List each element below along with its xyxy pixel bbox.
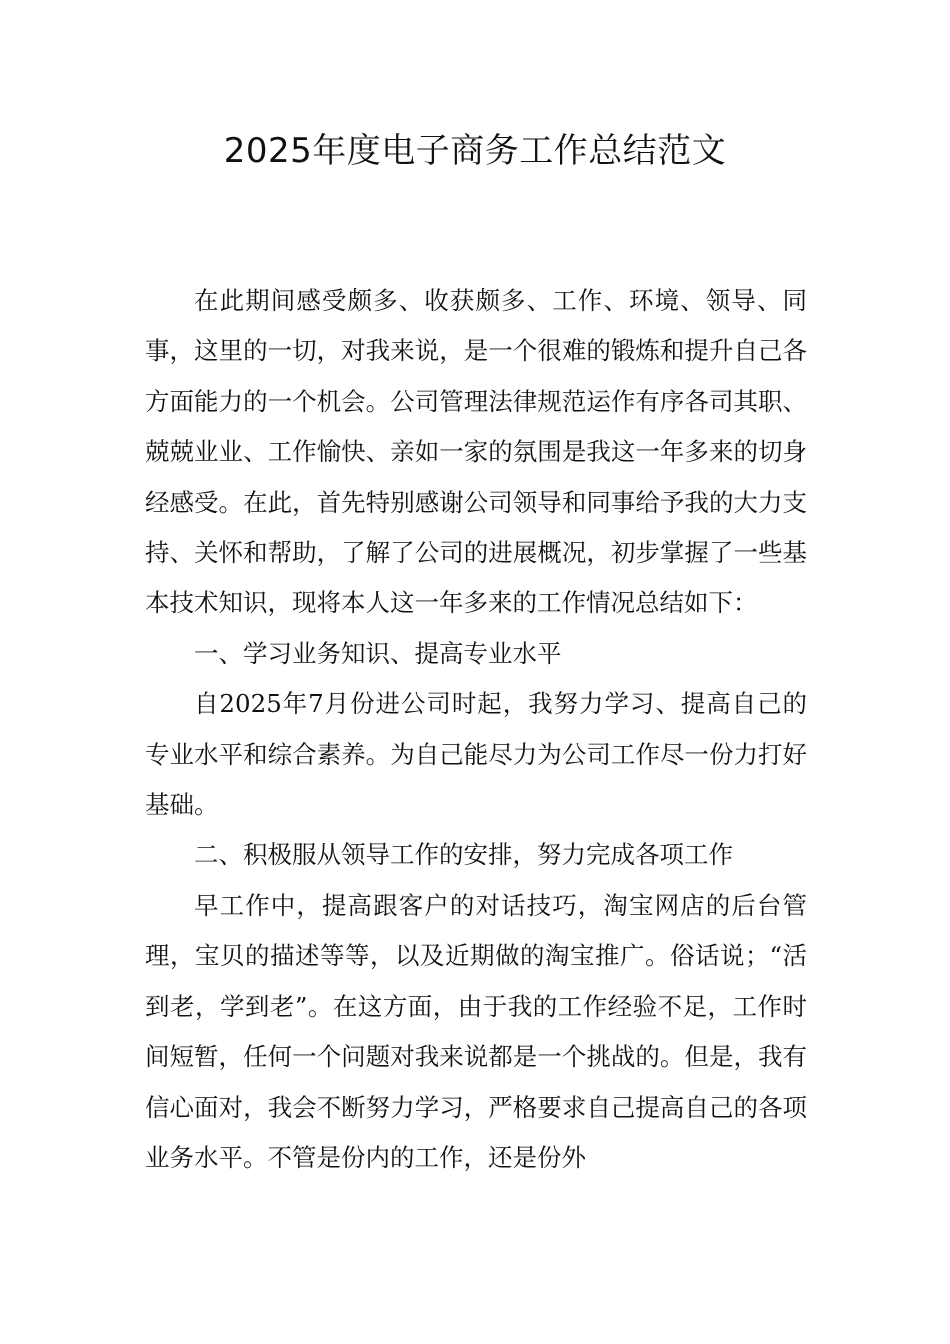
section-heading-1: 一、学习业务知识、提高专业水平 xyxy=(194,638,562,668)
section-heading-2: 二、积极服从领导工作的安排，努力完成各项工作 xyxy=(194,840,733,870)
document-body xyxy=(145,276,807,1183)
paragraph-intro: 在此期间感受颇多、收获颇多、工作、环境、领导、同事，这里的一切，对我来说，是一个很难的锻炼和提升自己各方面能力的一个机会。公司管理法律规范运作有序各司其职、兢兢业业、工作愉快、亲如一家的氛围是我这一年多来的切身经感受。在此，首先特别感谢公司领导和同事给予我的大力支持、关怀和帮助，了解了公司的进展概况，初步掌握了一些基本技术知识，现将本人这一年多来的工作情况总结如下： xyxy=(145,286,807,618)
paragraph-section-2: 早工作中，提高跟客户的对话技巧，淘宝网店的后台管理，宝贝的描述等等，以及近期做的淘宝推广。俗话说；“活到老，学到老”。在这方面，由于我的工作经验不足，工作时间短暂，任何一个问题对我来说都是一个挑战的。但是，我有信心面对，我会不断努力学习，严格要求自己提高自己的各项业务水平。不管是份内的工作，还是份外 xyxy=(145,890,807,1172)
paragraph-section-1: 自2025年7月份进公司时起，我努力学习、提高自己的专业水平和综合素养。为自己能尽力为公司工作尽一份力打好基础。 xyxy=(145,689,807,820)
document-title: 2025年度电子商务工作总结范文 xyxy=(223,131,727,171)
